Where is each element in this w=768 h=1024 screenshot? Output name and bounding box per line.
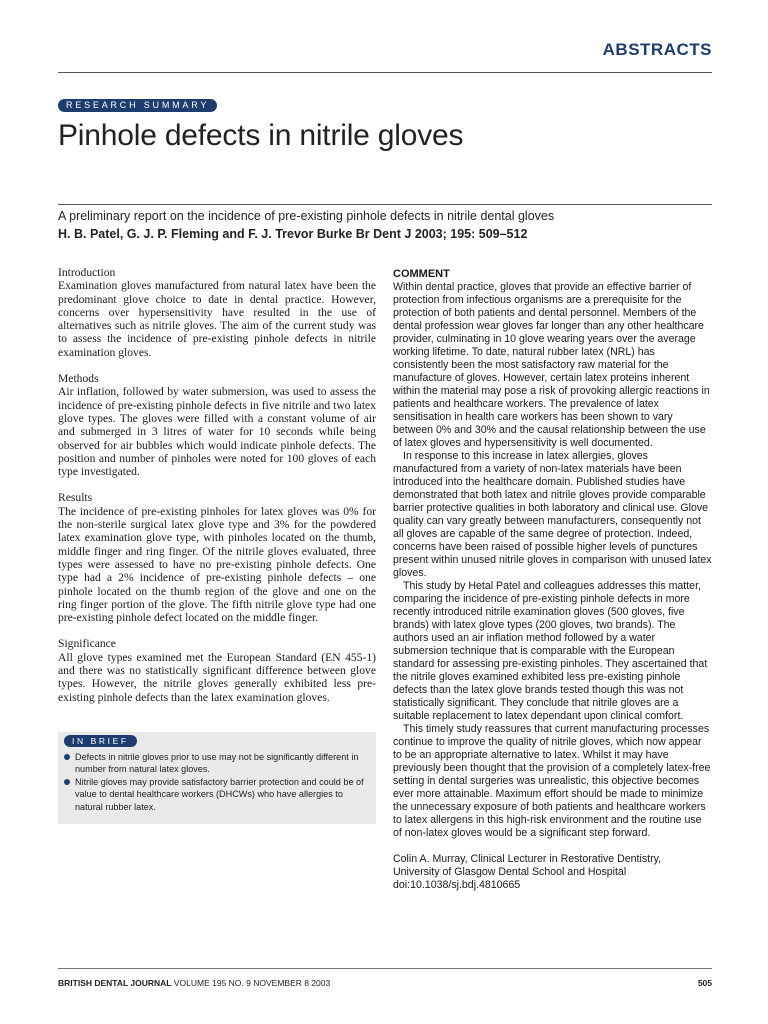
comment-paragraph: This timely study reassures that current manufacturing processes continue to improve the quality of nitrile gloves, which now appear to be an appropriate alternative to latex. Whilst it may have previously been thought that the provision of a completely latex-free setting in dental surgeries was unrealistic, this objective becomes ever more attainable. Maximum effort should be made to minimize the unnecessary exposure of both patients and healthcare workers to latex allergens in this high-risk environment and the routine use of non-latex gloves would be a significant step forward. [393,723,711,839]
author-citation: H. B. Patel, G. J. P. Fleming and F. J. Trevor Burke Br Dent J 2003; 195: 509–512 [58,227,528,241]
introduction-text: Examination gloves manufactured from natural latex have been the predominant glove choice to date in dental practice. However, concerns over hypersensitivity have resulted in the use of alternatives such as nitrile gloves. The aim of the current study was to assess the incidence of pre-existing pinhole defects in nitrile examination gloves. [58,279,376,359]
section-header: ABSTRACTS [602,40,712,59]
comment-column [393,268,712,892]
title-rule [58,204,712,205]
in-brief-item: Nitrile gloves may provide satisfactory barrier protection and could be of value to dental healthcare workers (DHCWs) who have allergies to natural rubber latex. [64,776,370,813]
bullet-icon [64,779,70,785]
article-subtitle: A preliminary report on the incidence of pre-existing pinhole defects in nitrile dental gloves [58,209,555,223]
top-rule [58,72,712,73]
bullet-icon [64,754,70,760]
signature-affiliation: University of Glasgow Dental School and Hospital [393,866,627,878]
signature-author: Colin A. Murray, Clinical Lecturer in Restorative Dentistry, [393,853,662,865]
footer-journal [58,978,330,988]
significance-text: All glove types examined met the European Standard (EN 455-1) and there was no statistically significant difference between glove types. However, the nitrile gloves generally exhibited less pre-existing pinhole defects than the latex examination gloves. [58,650,376,704]
methods-text: Air inflation, followed by water submersion, was used to assess the incidence of pre-existing pinhole defects in five nitrile and two latex glove types. The gloves were filled with a constant volume of air and submerged in 3 litres of water for 10 seconds while being observed for air bubbles which would indicate pinhole defects. The position and number of pinholes were noted for 100 gloves of each type investigated. [58,385,376,479]
comment-signature [393,853,712,892]
research-summary-badge: RESEARCH SUMMARY [58,99,217,112]
comment-paragraph: This study by Hetal Patel and colleagues addresses this matter, comparing the incidence of pre-existing pinhole defects in more recently introduced nitrile examination gloves (500 gloves, five brands) with latex glove types (200 gloves, two brands). The authors used an air inflation method followed by a water submersion technique that is comparable with the European standard for assessing pre-existing pinholes. They ascertained that the nitrile gloves examined exhibited less pre-existing pinhole defects than the latex glove brands tested though this was not statistically significant. They conclude that nitrile gloves are a suitable replacement to latex dependant upon clinical comfort. [393,580,708,722]
comment-heading: COMMENT [393,268,450,280]
significance-heading: Significance [58,637,116,651]
comment-paragraph: In response to this increase in latex allergies, gloves manufactured from a variety of non-latex materials have been introduced into the healthcare domain. Published studies have demonstrated that both latex and nitrile gloves provide comparable barrier protective qualities in both laboratory and clinical use. Glove quality can vary greatly between manufacturers, consequently not all gloves are capable of the same degree of protection. Indeed, concerns have been raised of possible higher levels of punctures present within unused nitrile gloves in comparison with unused latex gloves. [393,450,712,579]
footer-rule [58,968,712,969]
in-brief-list [64,751,370,813]
in-brief-badge: IN BRIEF [64,735,137,747]
comment-paragraph: Within dental practice, gloves that provide an effective barrier of protection from infectious organisms are a prerequisite for the protection of both patients and dental personnel. Members of the dental profession wear gloves far longer than any other healthcare provider, culminating in 10 glove wearing years over the average working lifetime. To date, natural rubber latex (NRL) has consistently been the most satisfactory raw material for the manufacture of gloves. However, certain latex proteins inherent within the material may pose a risk of provoking allergic reactions in patients and healthcare workers. The prevalence of latex sensitisation in health care workers has been shown to vary between 0% and 30% and the causal relationship between the use of latex gloves and hypersensitivity is well documented. [393,281,710,449]
journal-name: BRITISH DENTAL JOURNAL [58,978,172,988]
abstract-column [58,266,376,717]
page-number: 505 [697,978,712,988]
page-title: Pinhole defects in nitrile gloves [58,119,464,152]
abstract-methods [58,372,376,478]
journal-issue: VOLUME 195 NO. 9 NOVEMBER 8 2003 [171,978,331,988]
results-heading: Results [58,491,93,505]
abstract-significance [58,637,376,703]
in-brief-box [58,732,376,824]
abstract-results [58,491,376,624]
in-brief-item: Defects in nitrile gloves prior to use may not be significantly different in number from natural latex gloves. [64,751,370,776]
results-text: The incidence of pre-existing pinholes for latex gloves was 0% for the non-sterile surgical latex glove type and 3% for the powdered latex examination glove type, with pinholes located on the thumb, middle finger and ring finger. Of the nitrile gloves evaluated, three types were assessed to have no pre-existing pinhole defects. One type had a 2% incidence of pre-existing pinhole defects – one pinhole located on the thumb region of the glove and one on the ring finger portion of the glove. The fifth nitrile glove type had one pre-existing pinhole defect located on the middle finger. [58,504,376,625]
introduction-heading: Introduction [58,266,116,279]
methods-heading: Methods [58,372,99,386]
signature-doi: doi:10.1038/sj.bdj.4810665 [393,879,521,891]
abstract-introduction [58,266,376,359]
